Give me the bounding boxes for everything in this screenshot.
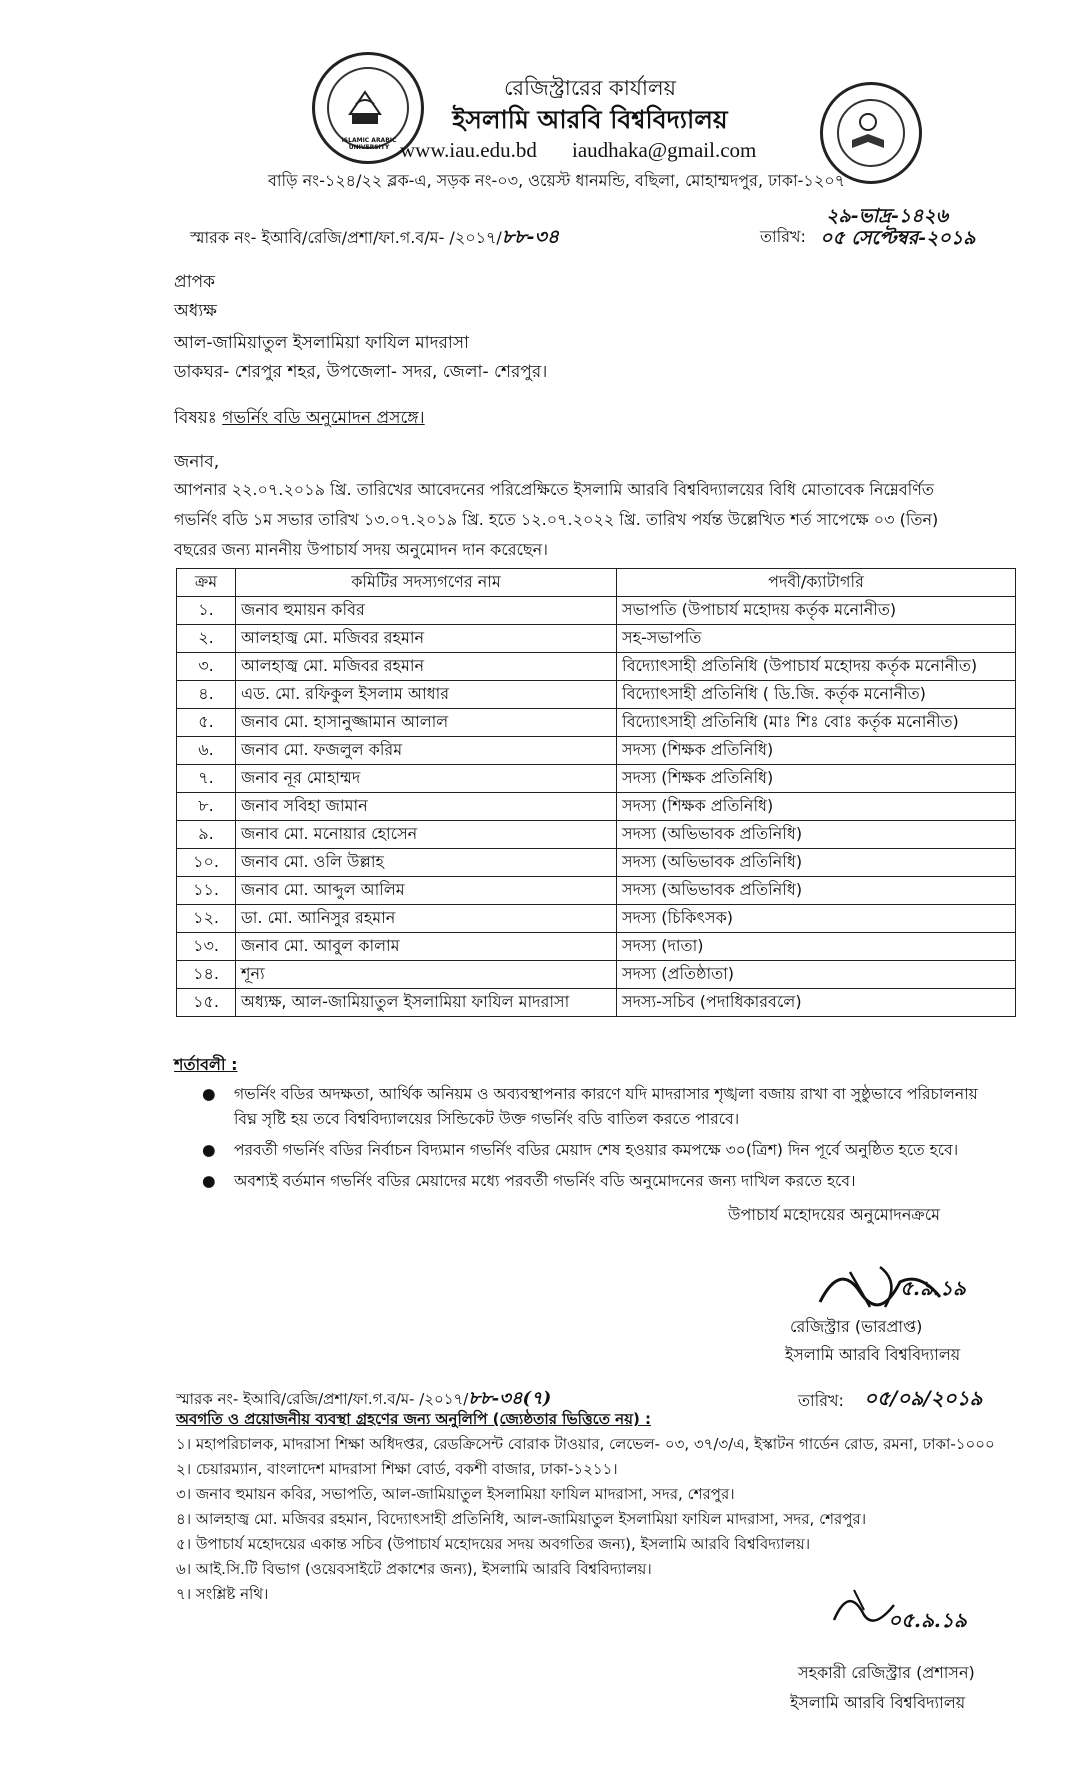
member-role-cell: সভাপতি (উপাচার্য মহোদয় কর্তৃক মনোনীত) (617, 597, 1016, 625)
memo-reference-label: স্মারক নং- ইআবি/রেজি/প্রশা/ফা.গ.ব/ম- /২০১৭/ (190, 228, 502, 247)
table-row (177, 793, 1016, 821)
memo2-reference-handwritten: ৮৮-৩৪(৭) (468, 1388, 552, 1409)
member-role-cell: সদস্য (অভিভাবক প্রতিনিধি) (617, 821, 1016, 849)
recipient-address: ডাকঘর- শেরপুর শহর, উপজেলা- সদর, জেলা- শেরপুর। (174, 362, 548, 382)
table-row (177, 877, 1016, 905)
table-row (177, 961, 1016, 989)
memo-reference (190, 223, 559, 255)
memo2-date-handwritten: ০৫/০৯/২০১৯ (864, 1386, 983, 1410)
member-name-cell: জনাব নূর মোহাম্মদ (236, 765, 617, 793)
bullet-icon: ● (202, 1085, 216, 1103)
header-role: পদবী/ক্যাটাগরি (617, 569, 1016, 597)
condition-text: অবশ্যই বর্তমান গভর্নিং বডির মেয়াদের মধ্যে পরবর্তী গভর্নিং বডি অনুমোদনের জন্য দাখিল করতে হবে। (234, 1172, 856, 1190)
email-link[interactable]: iaudhaka@gmail.com (572, 138, 757, 162)
serial-cell: ৩. (177, 653, 236, 681)
member-name-cell: জনাব মো. আব্দুল আলিম (236, 877, 617, 905)
condition-text: গভর্নিং বডির অদক্ষতা, আর্থিক অনিয়ম ও অব্যবস্থাপনার কারণে যদি মাদরাসার শৃঙ্খলা বজায় রাখা বা সুষ্ঠুভাবে পরিচালনায় বিঘ্ন সৃষ্টি হয় তবে বিশ্ববিদ্যালয়ের সিন্ডিকেট উক্ত গভর্নিং বডি বাতিল করতে পারবে। (234, 1085, 978, 1128)
copy-item: ২। চেয়ারম্যান, বাংলাদেশ মাদরাসা শিক্ষা বোর্ড, বকশী বাজার, ঢাকা-১২১১। (176, 1460, 618, 1478)
member-name-cell: জনাব মো. মনোয়ার হোসেন (236, 821, 617, 849)
signature1-designation: রেজিস্ট্রার (ভারপ্রাপ্ত) (790, 1317, 923, 1336)
copy-item: ৪। আলহাজ্ব মো. মজিবর রহমান, বিদ্যোৎসাহী প্রতিনিধি, আল-জামিয়াতুল ইসলামিয়া ফাযিল মাদরাসা, সদর, শেরপুর। (176, 1510, 867, 1528)
member-role-cell: বিদ্যোৎসাহী প্রতিনিধি (মাঃ শিঃ বোঃ কর্তৃক মনোনীত) (617, 709, 1016, 737)
table-row (177, 653, 1016, 681)
member-role-cell: সদস্য (শিক্ষক প্রতিনিধি) (617, 737, 1016, 765)
serial-cell: ১২. (177, 905, 236, 933)
signature2-designation: সহকারী রেজিস্ট্রার (প্রশাসন) (798, 1663, 975, 1682)
condition-item (200, 1169, 1000, 1194)
copy-item: ৩। জনাব হুমায়ন কবির, সভাপতি, আল-জামিয়াতুল ইসলামিয়া ফাযিল মাদরাসা, সদর, শেরপুর। (176, 1485, 735, 1503)
recipient-institution: আল-জামিয়াতুল ইসলামিয়া ফাযিল মাদরাসা (174, 333, 469, 353)
bullet-icon: ● (202, 1141, 216, 1159)
serial-cell: ৯. (177, 821, 236, 849)
serial-cell: ৪. (177, 681, 236, 709)
table-row (177, 905, 1016, 933)
member-role-cell: বিদ্যোৎসাহী প্রতিনিধি (উপাচার্য মহোদয় কর্তৃক মনোনীত) (617, 653, 1016, 681)
member-role-cell: সদস্য (অভিভাবক প্রতিনিধি) (617, 877, 1016, 905)
condition-item (200, 1082, 1000, 1132)
member-name-cell: জনাব মো. আবুল কালাম (236, 933, 617, 961)
member-role-cell: সদস্য (দাতা) (617, 933, 1016, 961)
copy-list (176, 1403, 995, 1607)
member-name-cell: জনাব মো. হাসানুজ্জামান আলাল (236, 709, 617, 737)
serial-cell: ১৩. (177, 933, 236, 961)
serial-cell: ৭. (177, 765, 236, 793)
table-row (177, 709, 1016, 737)
serial-cell: ৮. (177, 793, 236, 821)
table-row (177, 849, 1016, 877)
table-row (177, 625, 1016, 653)
member-name-cell: ডা. মো. আনিসুর রহমান (236, 905, 617, 933)
signature1-org: ইসলামি আরবি বিশ্ববিদ্যালয় (785, 1345, 961, 1364)
table-row (177, 681, 1016, 709)
letterhead-address: বাড়ি নং-১২৪/২২ ব্লক-এ, সড়ক নং-০৩, ওয়েস্ট ধানমন্ডি, বছিলা, মোহাম্মদপুর, ঢাকা-১২০৭ (268, 171, 846, 190)
member-name-cell: জনাব সবিহা জামান (236, 793, 617, 821)
table-row (177, 821, 1016, 849)
bullet-icon: ● (202, 1172, 216, 1190)
table-row (177, 989, 1016, 1017)
member-name-cell: জনাব মো. ওলি উল্লাহ (236, 849, 617, 877)
body-line-2: গভর্নিং বডি ১ম সভার তারিখ ১৩.০৭.২০১৯ খ্রি. হতে ১২.০৭.২০২২ খ্রি. তারিখ পর্যন্ত উল্লেখিত শর্ত সাপেক্ষে ০৩ (তিন) (174, 510, 939, 529)
committee-table (176, 568, 1016, 1017)
recipient-label: প্রাপক (174, 272, 216, 292)
condition-item (200, 1138, 1000, 1163)
office-name: রেজিস্ট্রারের কার্যালয় (503, 76, 677, 100)
serial-cell: ১৪. (177, 961, 236, 989)
member-role-cell: সহ-সভাপতি (617, 625, 1016, 653)
salutation: জনাব, (174, 452, 220, 472)
memo2-reference-label: স্মারক নং- ইআবি/রেজি/প্রশা/ফা.গ.ব/ম- /২০১৭/ (176, 1390, 469, 1408)
member-name-cell: জনাব মো. ফজলুল করিম (236, 737, 617, 765)
approval-note: উপাচার্য মহোদয়ের অনুমোদনক্রমে (728, 1205, 941, 1224)
condition-text: পরবর্তী গভর্নিং বডির নির্বাচন বিদ্যমান গভর্নিং বডির মেয়াদ শেষ হওয়ার কমপক্ষে ৩০(ত্রিশ) দিন পূর্বে অনুষ্ঠিত হতে হবে। (234, 1141, 959, 1159)
member-role-cell: সদস্য-সচিব (পদাধিকারবলে) (617, 989, 1016, 1017)
subject-label: বিষয়ঃ (174, 408, 217, 428)
book-emblem-icon (820, 82, 916, 178)
member-role-cell: বিদ্যোৎসাহী প্রতিনিধি ( ডি.জি. কর্তৃক মনোনীত) (617, 681, 1016, 709)
logo-left-text: ISLAMIC ARABIC UNIVERSITY (341, 137, 397, 151)
date-english-handwritten: ০৫ সেপ্টেম্বর-২০১৯ (820, 227, 976, 249)
body-line-3: বছরের জন্য মাননীয় উপাচার্য সদয় অনুমোদন দান করেছেন। (174, 540, 548, 559)
member-role-cell: সদস্য (প্রতিষ্ঠাতা) (617, 961, 1016, 989)
conditions-title: শর্তাবলী : (174, 1055, 238, 1074)
copy-title: অবগতি ও প্রয়োজনীয় ব্যবস্থা গ্রহণের জন্য অনুলিপি (জ্যেষ্ঠতার ভিত্তিতে নয়) : (176, 1410, 652, 1428)
signature1-date: ৫.৯.১৯ (900, 1276, 966, 1300)
serial-cell: ১৫. (177, 989, 236, 1017)
subject-text: গভর্নিং বডি অনুমোদন প্রসঙ্গে। (222, 408, 425, 428)
member-name-cell: আলহাজ্ব মো. মজিবর রহমান (236, 625, 617, 653)
member-name-cell: অধ্যক্ষ, আল-জামিয়াতুল ইসলামিয়া ফাযিল মাদরাসা (236, 989, 617, 1017)
subject-line (174, 405, 425, 433)
memo2-date-label: তারিখ: (798, 1391, 844, 1410)
recipient-title: অধ্যক্ষ (174, 301, 217, 321)
member-name-cell: জনাব হুমায়ন কবির (236, 597, 617, 625)
serial-cell: ২. (177, 625, 236, 653)
date-bangla-handwritten: ২৯-ভাদ্র-১৪২৬ (826, 205, 949, 227)
conditions-list (200, 1082, 1000, 1194)
copy-item: ৬। আই.সি.টি বিভাগ (ওয়েবসাইটে প্রকাশের জন্য), ইসলামি আরবি বিশ্ববিদ্যালয়। (176, 1560, 652, 1578)
member-role-cell: সদস্য (চিকিৎসক) (617, 905, 1016, 933)
member-role-cell: সদস্য (অভিভাবক প্রতিনিধি) (617, 849, 1016, 877)
copy-item: ১। মহাপরিচালক, মাদরাসা শিক্ষা অধিদপ্তর, রেডক্রিসেন্ট বোরাক টাওয়ার, লেভেল- ০৩, ৩৭/৩/এ, ইস্কাটন গার্ডেন রোড, রমনা, ঢাকা-১০০০ (176, 1435, 995, 1453)
serial-cell: ১. (177, 597, 236, 625)
date-label: তারিখ: (760, 227, 806, 246)
signature2-date: ০৫.৯.১৯ (888, 1608, 967, 1632)
table-row (177, 737, 1016, 765)
signature2-org: ইসলামি আরবি বিশ্ববিদ্যালয় (790, 1693, 966, 1712)
website-link[interactable]: www.iau.edu.bd (400, 138, 537, 162)
header-serial: ক্রম (177, 569, 236, 597)
table-row (177, 933, 1016, 961)
body-line-1: আপনার ২২.০৭.২০১৯ খ্রি. তারিখের আবেদনের পরিপ্রেক্ষিতে ইসলামি আরবি বিশ্ববিদ্যালয়ের বিধি মোতাবেক নিম্নেবর্ণিত (174, 480, 934, 499)
table-row (177, 597, 1016, 625)
copy-item: ৭। সংশ্লিষ্ট নথি। (176, 1585, 269, 1603)
serial-cell: ৬. (177, 737, 236, 765)
university-name: ইসলামি আরবি বিশ্ববিদ্যালয় (452, 105, 728, 134)
memo-reference-handwritten: ৮৮-৩৪ (501, 226, 560, 248)
table-row (177, 765, 1016, 793)
table-header-row (177, 569, 1016, 597)
serial-cell: ৫. (177, 709, 236, 737)
member-role-cell: সদস্য (শিক্ষক প্রতিনিধি) (617, 765, 1016, 793)
member-name-cell: আলহাজ্ব মো. মজিবর রহমান (236, 653, 617, 681)
serial-cell: ১০. (177, 849, 236, 877)
copy-item: ৫। উপাচার্য মহোদয়ের একান্ত সচিব (উপাচার্য মহোদয়ের সদয় অবগতির জন্য), ইসলামি আরবি বিশ্ববিদ্যালয়। (176, 1535, 811, 1553)
header-name: কমিটির সদস্যগণের নাম (236, 569, 617, 597)
member-role-cell: সদস্য (শিক্ষক প্রতিনিধি) (617, 793, 1016, 821)
member-name-cell: এড. মো. রফিকুল ইসলাম আধার (236, 681, 617, 709)
member-name-cell: শূন্য (236, 961, 617, 989)
serial-cell: ১১. (177, 877, 236, 905)
